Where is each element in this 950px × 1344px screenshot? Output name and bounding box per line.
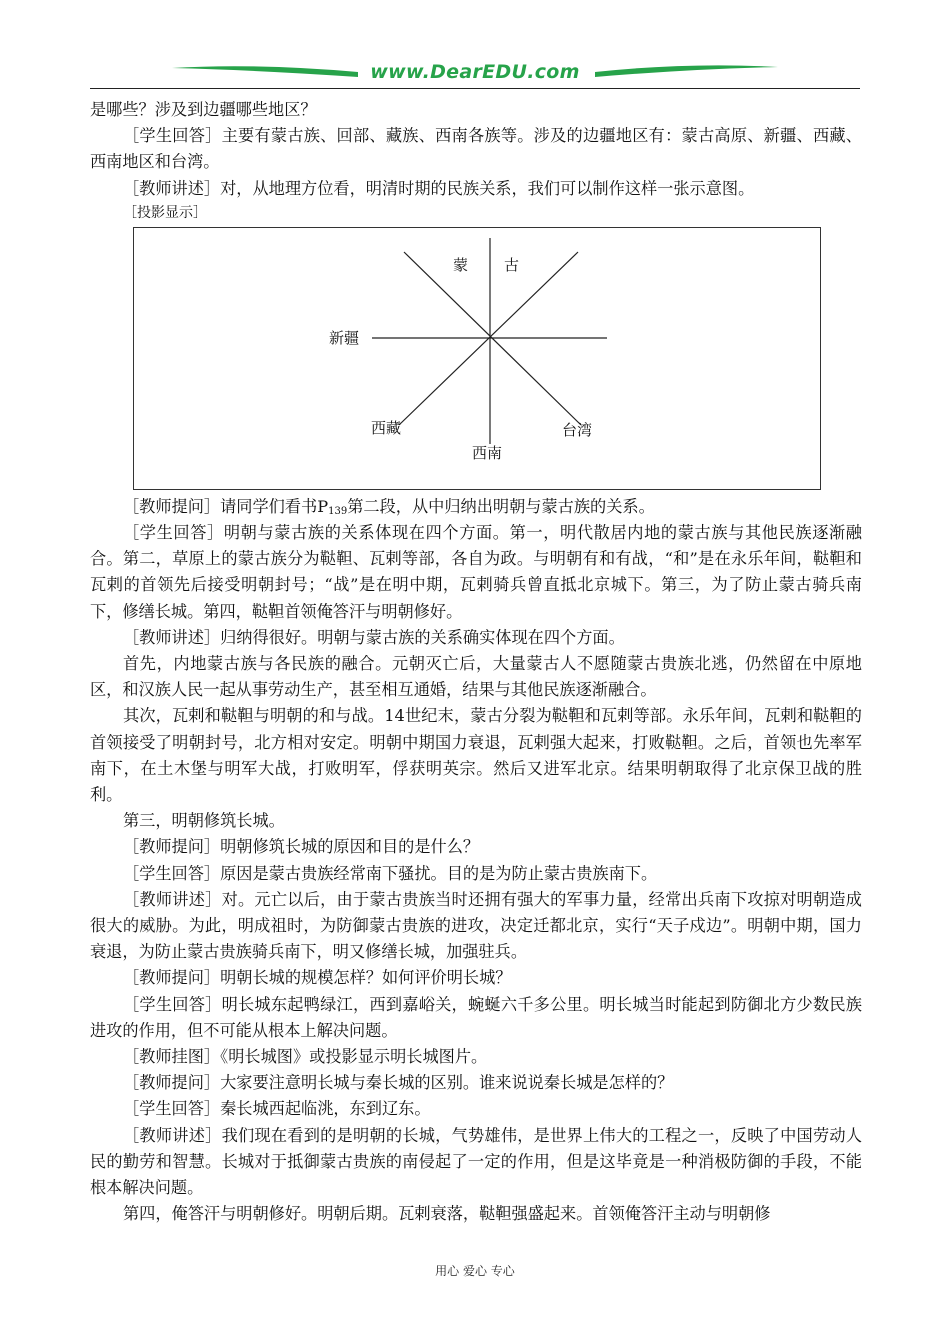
paragraph: ［学生回答］秦长城西起临洮，东到辽东。 bbox=[123, 1099, 431, 1119]
ethnic-relations-diagram bbox=[133, 227, 821, 490]
paragraph-text: 第二段，从中归纳出明朝与蒙古族的关系。 bbox=[347, 496, 655, 516]
paragraph: ［教师讲述］对，从地理方位看，明清时期的民族关系，我们可以制作这样一张示意图。 bbox=[123, 178, 755, 198]
label-gu: 古 bbox=[504, 255, 520, 274]
site-logo-text: www.DearEDU.com bbox=[370, 61, 580, 83]
page-footer: 用心 爱心 专心 bbox=[435, 1264, 515, 1278]
figure-caption: ［投影显示］ bbox=[123, 204, 207, 221]
label-taiwan: 台湾 bbox=[562, 420, 593, 439]
label-meng: 蒙 bbox=[453, 255, 469, 274]
paragraph: ［学生回答］原因是蒙古贵族经常南下骚扰。目的是为防止蒙古贵族南下。 bbox=[123, 863, 658, 883]
paragraph: ［教师提问］明朝修筑长城的原因和目的是什么？ bbox=[123, 837, 480, 857]
paragraph: ［学生回答］明朝与蒙古族的关系体现在四个方面。第一，明代散居内地的蒙古族与其他民族逐渐融合。第二，草原上的蒙古族分为鞑靼、瓦剌等部，各自为政。与明朝有和有战，“和”是在永乐年间，鞑靼和瓦剌的首领先后接受明朝封号；“战”是在明中期，瓦剌骑兵曾直抵北京城下。第三，为了防止蒙古骑兵南下，修缮长城。第四，鞑靼首领俺答汗与明朝修好。 bbox=[90, 523, 862, 621]
document-body bbox=[90, 97, 862, 1228]
paragraph bbox=[90, 494, 862, 520]
page-number: 139 bbox=[328, 505, 348, 517]
paragraph: 第三，明朝修筑长城。 bbox=[123, 811, 285, 831]
paragraph: 其次，瓦剌和鞑靼与明朝的和与战。14世纪末，蒙古分裂为鞑靼和瓦剌等部。永乐年间，瓦剌和鞑靼的首领接受了明朝封号，北方相对安定。明朝中期国力衰退，瓦剌强大起来，打败鞑靼。之后，首领也先率军南下，在土木堡与明军大战，打败明军，俘获明英宗。然后又进军北京。结果明朝取得了北京保卫战的胜利。 bbox=[90, 706, 862, 805]
paragraph: ［教师讲述］对。元亡以后，由于蒙古贵族当时还拥有强大的军事力量，经常出兵南下攻掠对明朝造成很大的威胁。为此，明成祖时，为防御蒙古贵族的进攻，决定迁都北京，实行“天子戍边”。明朝中期，国力衰退，为防止蒙古贵族骑兵南下，明又修缮长城，加强驻兵。 bbox=[90, 889, 862, 962]
header-rule bbox=[90, 88, 860, 89]
paragraph: 首先，内地蒙古族与各民族的融合。元朝灭亡后，大量蒙古人不愿随蒙古贵族北逃，仍然留在中原地区，和汉族人民一起从事劳动生产，甚至相互通婚，结果与其他民族逐渐融合。 bbox=[90, 654, 862, 700]
paragraph: ［教师挂图］《明长城图》或投影显示明长城图片。 bbox=[123, 1047, 488, 1067]
paragraph-text: ［教师提问］请同学们看书P bbox=[123, 496, 329, 516]
paragraph: 第四，俺答汗与明朝修好。明朝后期。瓦剌衰落，鞑靼强盛起来。首领俺答汗主动与明朝修 bbox=[123, 1204, 771, 1224]
paragraph: ［学生回答］主要有蒙古族、回部、藏族、西南各族等。涉及的边疆地区有：蒙古高原、新疆、西藏、西南地区和台湾。 bbox=[90, 126, 862, 172]
paragraph: ［教师提问］大家要注意明长城与秦长城的区别。谁来说说秦长城是怎样的？ bbox=[123, 1073, 674, 1093]
paragraph: 是哪些？涉及到边疆哪些地区？ bbox=[90, 100, 317, 119]
paragraph: ［教师提问］明朝长城的规模怎样？如何评价明长城？ bbox=[123, 968, 512, 988]
label-xinan: 西南 bbox=[472, 443, 503, 462]
label-xinjiang: 新疆 bbox=[329, 328, 360, 347]
paragraph: ［学生回答］明长城东起鸭绿江，西到嘉峪关，蜿蜒六千多公里。明长城当时能起到防御北方少数民族进攻的作用，但不可能从根本上解决问题。 bbox=[90, 994, 862, 1040]
paragraph: ［教师讲述］归纳得很好。明朝与蒙古族的关系确实体现在四个方面。 bbox=[123, 627, 625, 647]
label-xizang: 西藏 bbox=[371, 418, 402, 437]
paragraph: ［教师讲述］我们现在看到的是明朝的长城，气势雄伟，是世界上伟大的工程之一，反映了中国劳动人民的勤劳和智慧。长城对于抵御蒙古贵族的南侵起了一定的作用，但是这毕竟是一种消极防御的手段，不能根本解决问题。 bbox=[90, 1125, 862, 1198]
